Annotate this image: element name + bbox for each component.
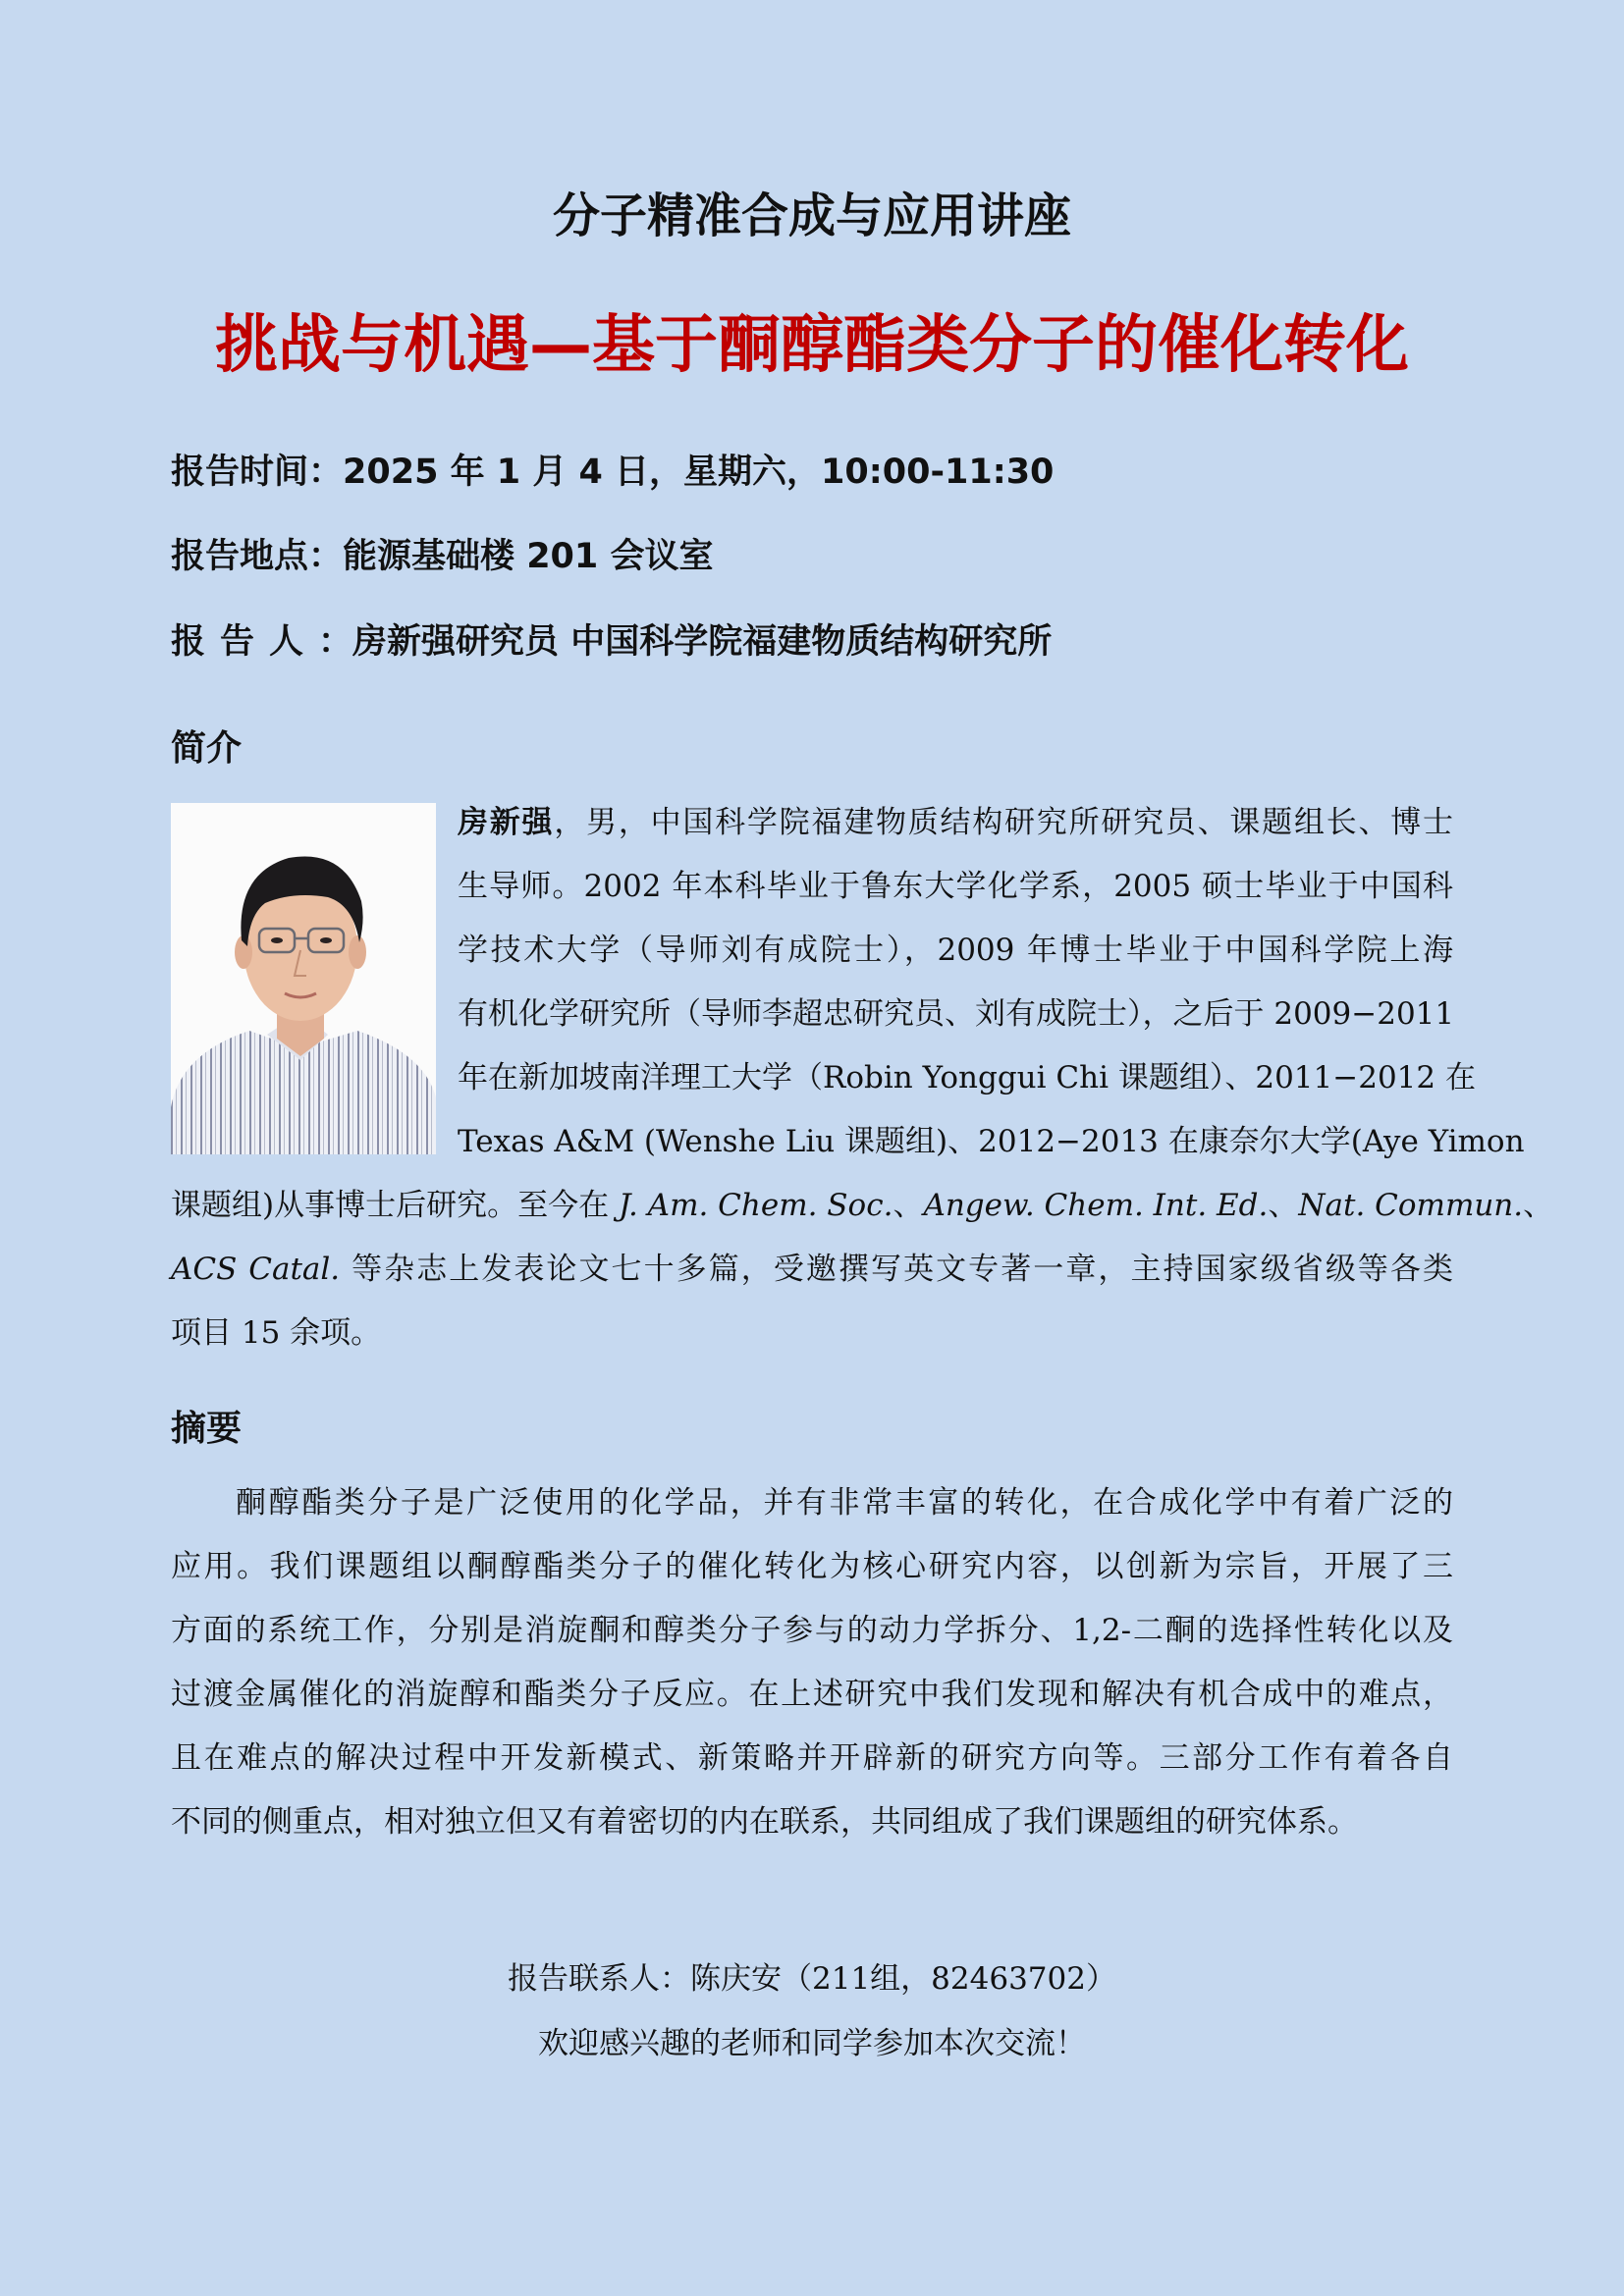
bio-line-3: 学技术大学（导师刘有成院士），2009 年博士毕业于中国科学院上海 <box>458 933 1453 968</box>
report-place <box>171 532 1467 581</box>
abstract-line-6: 不同的侧重点，相对独立但又有着密切的内在联系，共同组成了我们课题组的研究体系。 <box>171 1804 1358 1840</box>
bio-text: 课题组)从事博士后研究。至今在 <box>171 1188 619 1223</box>
speaker-photo <box>171 803 436 1154</box>
bio-line-1 <box>458 803 1453 842</box>
journal-natcommun: Nat. Commun. <box>1298 1188 1524 1223</box>
bio-line-2: 生导师。2002 年本科毕业于鲁东大学化学系，2005 硕士毕业于中国科 <box>458 869 1453 904</box>
report-speaker <box>171 617 1467 667</box>
separator: 、 <box>1523 1188 1554 1223</box>
intro-heading: 简介 <box>171 728 243 769</box>
bio-line-4: 有机化学研究所（导师李超忠研究员、刘有成院士），之后于 2009−2011 <box>458 996 1455 1032</box>
bio-text: 等杂志上发表论文七十多篇，受邀撰写英文专著一章，主持国家级省级等各类 <box>340 1252 1453 1287</box>
bio-line-5: 年在新加坡南洋理工大学（Robin Yonggui Chi 课题组）、2011−2012 在 <box>458 1060 1476 1095</box>
abstract-line-3: 方面的系统工作，分别是消旋酮和醇类分子参与的动力学拆分、1,2-二酮的选择性转化以及 <box>171 1613 1453 1648</box>
report-speaker-colon: ： <box>318 622 353 662</box>
main-title: 挑战与机遇—基于酮醇酯类分子的催化转化 <box>215 309 1409 382</box>
speaker-portrait-image <box>171 803 436 1154</box>
contact-person: 报告联系人：陈庆安（211组，82463702） <box>508 1961 1116 1997</box>
report-speaker-value: 房新强研究员 中国科学院福建物质结构研究所 <box>352 622 1053 662</box>
report-place-label: 报告地点： <box>171 537 344 576</box>
abstract-line-4: 过渡金属催化的消旋醇和酯类分子反应。在上述研究中我们发现和解决有机合成中的难点， <box>171 1677 1453 1712</box>
report-place-value: 能源基础楼 201 会议室 <box>343 537 714 576</box>
abstract-line-2: 应用。我们课题组以酮醇酯类分子的催化转化为核心研究内容，以创新为宗旨，开展了三 <box>171 1549 1453 1584</box>
journal-acscatal: ACS Catal. <box>171 1252 341 1287</box>
journal-jacs: J. Am. Chem. Soc. <box>618 1188 893 1223</box>
bio-line-9: 项目 15 余项。 <box>171 1315 382 1351</box>
abstract-line-1: 酮醇酯类分子是广泛使用的化学品，并有非常丰富的转化，在合成化学中有着广泛的 <box>236 1485 1453 1521</box>
bio-line-8 <box>171 1250 1453 1289</box>
report-speaker-label: 报告人 <box>171 622 319 662</box>
report-time <box>171 448 1467 497</box>
series-title: 分子精准合成与应用讲座 <box>552 188 1071 243</box>
welcome-message: 欢迎感兴趣的老师和同学参加本次交流！ <box>538 2026 1086 2061</box>
report-time-label: 报告时间： <box>171 453 344 492</box>
bio-line-6: Texas A&M (Wenshe Liu 课题组)、2012−2013 在康奈尔大学(Aye Yimon <box>458 1124 1525 1159</box>
report-time-value: 2025 年 1 月 4 日，星期六，10:00-11:30 <box>343 453 1055 492</box>
separator: 、 <box>1268 1188 1299 1223</box>
bio-text: ，男，中国科学院福建物质结构研究所研究员、课题组长、博士 <box>554 805 1454 840</box>
abstract-line-5: 且在难点的解决过程中开发新模式、新策略并开辟新的研究方向等。三部分工作有着各自 <box>171 1740 1453 1776</box>
bio-line-7 <box>171 1186 1554 1225</box>
separator: 、 <box>893 1188 924 1223</box>
abstract-heading: 摘要 <box>171 1409 243 1449</box>
journal-angew: Angew. Chem. Int. Ed. <box>923 1188 1269 1223</box>
speaker-name: 房新强 <box>458 805 555 840</box>
